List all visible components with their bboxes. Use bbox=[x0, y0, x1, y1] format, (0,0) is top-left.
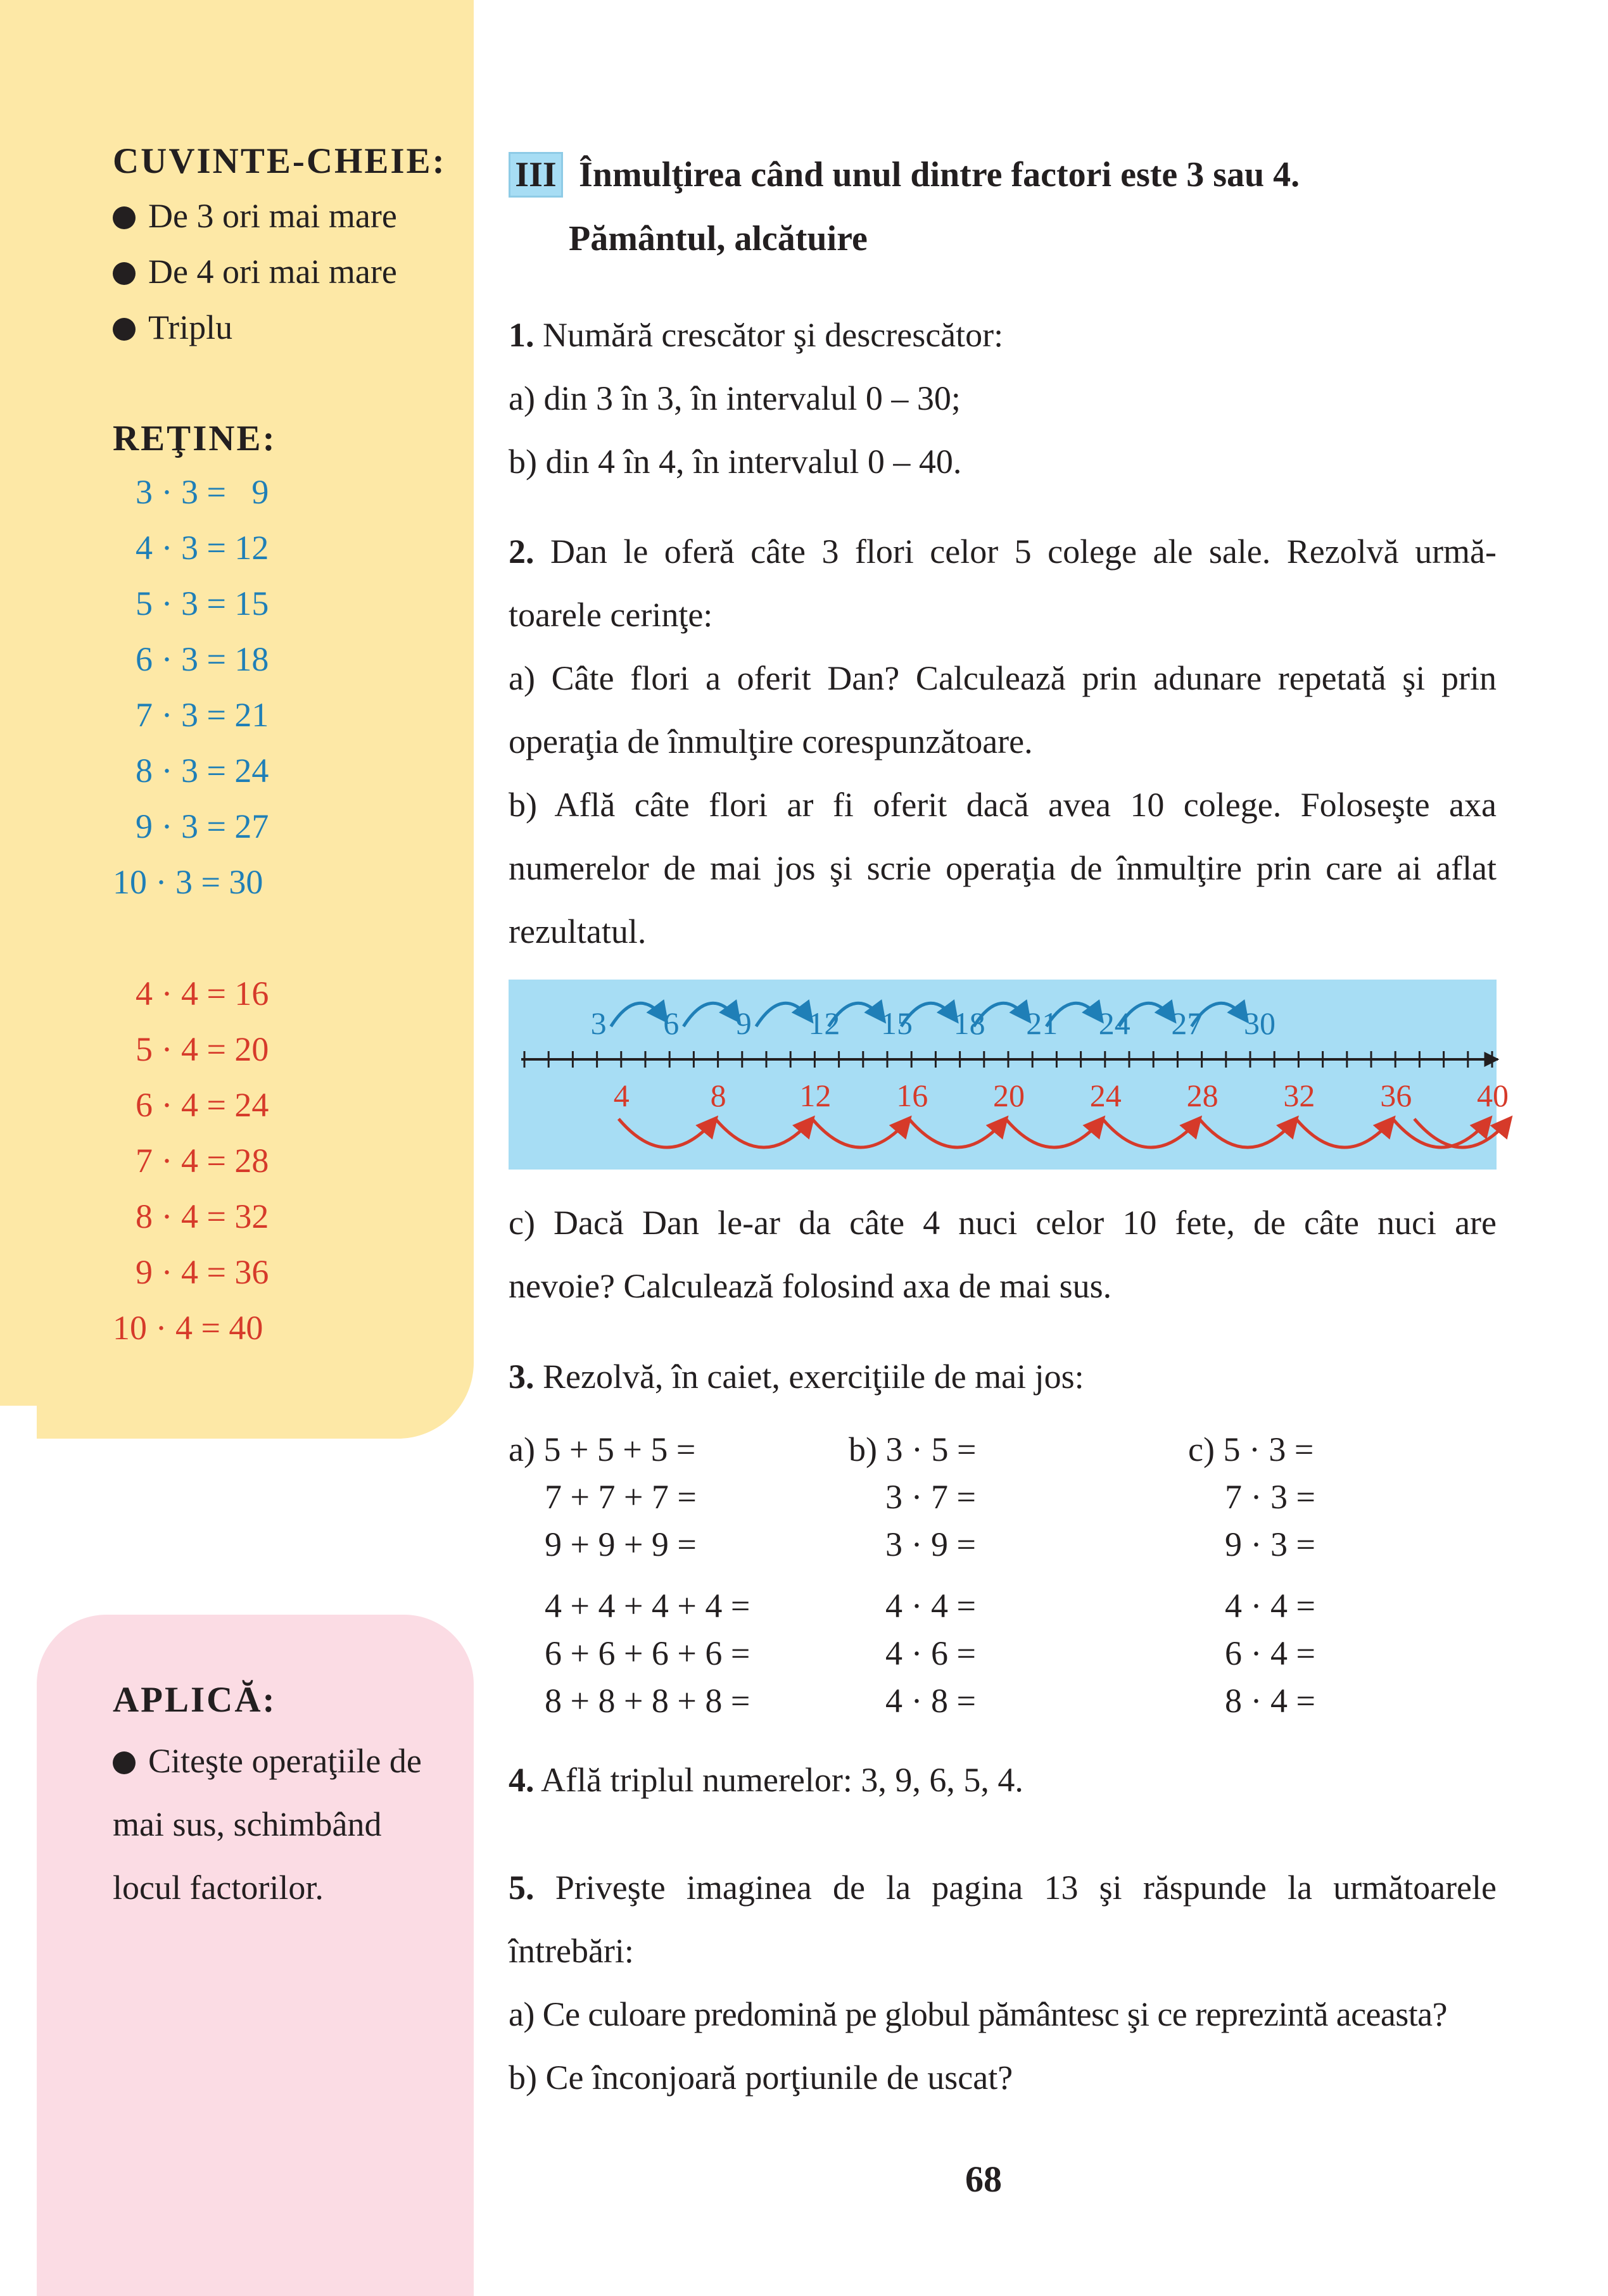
exercise-3-c-item: 4 · 4 = bbox=[1225, 1587, 1315, 1625]
number-line-top-label: 30 bbox=[1244, 1006, 1276, 1041]
exercise-3-a-item: 4 + 4 + 4 + 4 = bbox=[545, 1587, 750, 1625]
apply-line: Citeşte operaţiile de bbox=[113, 1741, 422, 1781]
keywords-heading: CUVINTE-CHEIE: bbox=[113, 141, 446, 181]
exercise-2-c: c) Dacă Dan le-ar da câte 4 nuci celor 10 fete, de câte nuci are bbox=[509, 1204, 1497, 1242]
exercise-3-b-item: b) 3 · 5 = bbox=[849, 1430, 977, 1468]
number-line-jump-arc-4 bbox=[1200, 1119, 1296, 1147]
exercise-3-c-item: 8 · 4 = bbox=[1225, 1682, 1315, 1720]
exercise-5-b: b) Ce înconjoară porţiunile de uscat? bbox=[509, 2059, 1013, 2097]
number-line-top-label: 3 bbox=[590, 1006, 607, 1041]
bullet-icon bbox=[113, 1751, 136, 1774]
lesson-title: Înmulţirea când unul dintre factori este 3 sau 4. bbox=[579, 155, 1300, 194]
number-line-jump-arc-4 bbox=[812, 1119, 909, 1147]
number-line-top-label: 15 bbox=[881, 1006, 913, 1041]
exercise-1-statement: 1. Numără crescător şi descrescător: bbox=[509, 316, 1004, 354]
keyword-item: Triplu bbox=[113, 308, 232, 347]
number-line-bottom-label: 4 bbox=[613, 1078, 630, 1113]
number-line-bottom-label: 28 bbox=[1186, 1078, 1219, 1113]
times-table-4-row: 4 · 4 = 16 bbox=[136, 975, 269, 1012]
number-line-jump-arc-3 bbox=[756, 1003, 811, 1026]
number-line-bottom-label: 20 bbox=[993, 1078, 1025, 1113]
times-table-3-row: 3 · 3 = 9 bbox=[136, 473, 269, 511]
apply-line: locul factorilor. bbox=[113, 1869, 324, 1907]
exercise-2-b-cont2: rezultatul. bbox=[509, 912, 647, 950]
times-table-3-row: 9 · 3 = 27 bbox=[136, 807, 269, 845]
page-number: 68 bbox=[965, 2159, 1002, 2200]
times-table-3-row: 6 · 3 = 18 bbox=[136, 640, 269, 678]
lesson-subtitle: Pământul, alcătuire bbox=[569, 219, 868, 258]
exercise-3-b-item: 3 · 9 = bbox=[885, 1525, 976, 1563]
apply-line: mai sus, schimbând bbox=[113, 1805, 382, 1843]
exercise-5-a: a) Ce culoare predomină pe globul pământesc şi ce reprezintă aceasta? bbox=[509, 1995, 1447, 2033]
exercise-3-a-item: 8 + 8 + 8 + 8 = bbox=[545, 1682, 750, 1720]
number-line-bottom-label: 16 bbox=[896, 1078, 928, 1113]
exercise-3-a-item: 6 + 6 + 6 + 6 = bbox=[545, 1634, 750, 1672]
times-table-3-row: 4 · 3 = 12 bbox=[136, 529, 269, 567]
number-line-jump-arc-4 bbox=[1103, 1119, 1200, 1147]
number-line-bottom-label: 36 bbox=[1380, 1078, 1412, 1113]
number-line-jump-arc-4 bbox=[619, 1119, 716, 1147]
number-line-top-label: 21 bbox=[1026, 1006, 1058, 1041]
number-line-bottom-label: 40 bbox=[1477, 1078, 1509, 1113]
exercise-5-statement: 5. Priveşte imaginea de la pagina 13 şi răspunde la următoarele bbox=[509, 1869, 1497, 1907]
number-line-top-label: 9 bbox=[735, 1006, 752, 1041]
exercise-3-statement: 3. Rezolvă, în caiet, exerciţiile de mai jos: bbox=[509, 1358, 1084, 1396]
bullet-icon bbox=[113, 318, 136, 341]
bullet-icon bbox=[113, 206, 136, 229]
exercise-3-c-item: 9 · 3 = bbox=[1225, 1525, 1315, 1563]
exercise-2-b-cont: numerelor de mai jos şi scrie operaţia de înmulţire prin care ai aflat bbox=[509, 849, 1497, 887]
number-line-bottom-label: 8 bbox=[710, 1078, 726, 1113]
exercise-4-statement: 4. Află triplul numerelor: 3, 9, 6, 5, 4. bbox=[509, 1761, 1023, 1799]
exercise-2-statement: 2. Dan le oferă câte 3 flori celor 5 colege ale sale. Rezolvă urmă- bbox=[509, 533, 1497, 571]
exercise-5-statement-cont: întrebări: bbox=[509, 1932, 634, 1970]
times-table-4-row: 7 · 4 = 28 bbox=[136, 1142, 269, 1180]
times-table-3-row: 7 · 3 = 21 bbox=[136, 696, 269, 734]
exercise-2-c-cont: nevoie? Calculează folosind axa de mai sus. bbox=[509, 1267, 1112, 1305]
number-line-top-label: 6 bbox=[663, 1006, 680, 1041]
number-line-top-label: 24 bbox=[1098, 1006, 1130, 1041]
times-table-3-row: 10 · 3 = 30 bbox=[113, 863, 263, 901]
times-table-4-row: 9 · 4 = 36 bbox=[136, 1253, 269, 1291]
number-line-top-label: 27 bbox=[1171, 1006, 1203, 1041]
exercise-1-a: a) din 3 în 3, în intervalul 0 – 30; bbox=[509, 379, 961, 417]
number-line-top-label: 18 bbox=[953, 1006, 985, 1041]
exercise-1-b: b) din 4 în 4, în intervalul 0 – 40. bbox=[509, 443, 962, 481]
exercise-2-statement-cont: toarele cerinţe: bbox=[509, 596, 713, 634]
exercise-2-b: b) Află câte flori ar fi oferit dacă avea 10 colege. Foloseşte axa bbox=[509, 786, 1497, 824]
exercise-3-b-item: 3 · 7 = bbox=[885, 1478, 976, 1516]
number-line-bottom-label: 32 bbox=[1283, 1078, 1315, 1113]
number-line-jump-arc-3 bbox=[683, 1003, 738, 1026]
number-line-svg bbox=[509, 980, 1509, 1170]
times-table-4-row: 8 · 4 = 32 bbox=[136, 1197, 269, 1235]
exercise-3-c-item: c) 5 · 3 = bbox=[1188, 1430, 1314, 1468]
bullet-icon bbox=[113, 262, 136, 285]
number-line-jump-arc-4 bbox=[909, 1119, 1006, 1147]
keyword-item: De 4 ori mai mare bbox=[113, 252, 397, 291]
number-line-panel bbox=[509, 980, 1509, 1170]
exercise-3-b-item: 4 · 6 = bbox=[885, 1634, 976, 1672]
number-line-top-label: 12 bbox=[808, 1006, 840, 1041]
remember-heading: REŢINE: bbox=[113, 419, 277, 458]
number-line-jump-arc-4 bbox=[716, 1119, 813, 1147]
apply-heading: APLICĂ: bbox=[113, 1680, 277, 1720]
number-line-jump-arc-4 bbox=[1296, 1119, 1393, 1147]
exercise-2-a: a) Câte flori a oferit Dan? Calculează prin adunare repetată şi prin bbox=[509, 659, 1497, 697]
times-table-4-row: 6 · 4 = 24 bbox=[136, 1086, 269, 1124]
number-line-jump-arc-4 bbox=[1006, 1119, 1103, 1147]
times-table-4-row: 5 · 4 = 20 bbox=[136, 1030, 269, 1068]
section-number-badge: III bbox=[509, 152, 563, 198]
times-table-3-row: 5 · 3 = 15 bbox=[136, 584, 269, 622]
exercise-3-c-item: 7 · 3 = bbox=[1225, 1478, 1315, 1516]
times-table-4-row: 10 · 4 = 40 bbox=[113, 1309, 263, 1347]
exercise-3-a-item: a) 5 + 5 + 5 = bbox=[509, 1430, 696, 1468]
exercise-2-a-cont: operaţia de înmulţire corespunzătoare. bbox=[509, 722, 1033, 760]
number-line-bottom-label: 12 bbox=[799, 1078, 832, 1113]
exercise-3-c-item: 6 · 4 = bbox=[1225, 1634, 1315, 1672]
number-line-bottom-label: 24 bbox=[1089, 1078, 1122, 1113]
exercise-3-b-item: 4 · 4 = bbox=[885, 1587, 976, 1625]
exercise-3-a-item: 7 + 7 + 7 = bbox=[545, 1478, 697, 1516]
number-line-jump-arc-3 bbox=[611, 1003, 666, 1026]
times-table-3-row: 8 · 3 = 24 bbox=[136, 752, 269, 790]
keyword-item: De 3 ori mai mare bbox=[113, 196, 397, 236]
exercise-3-b-item: 4 · 8 = bbox=[885, 1682, 976, 1720]
exercise-3-a-item: 9 + 9 + 9 = bbox=[545, 1525, 697, 1563]
